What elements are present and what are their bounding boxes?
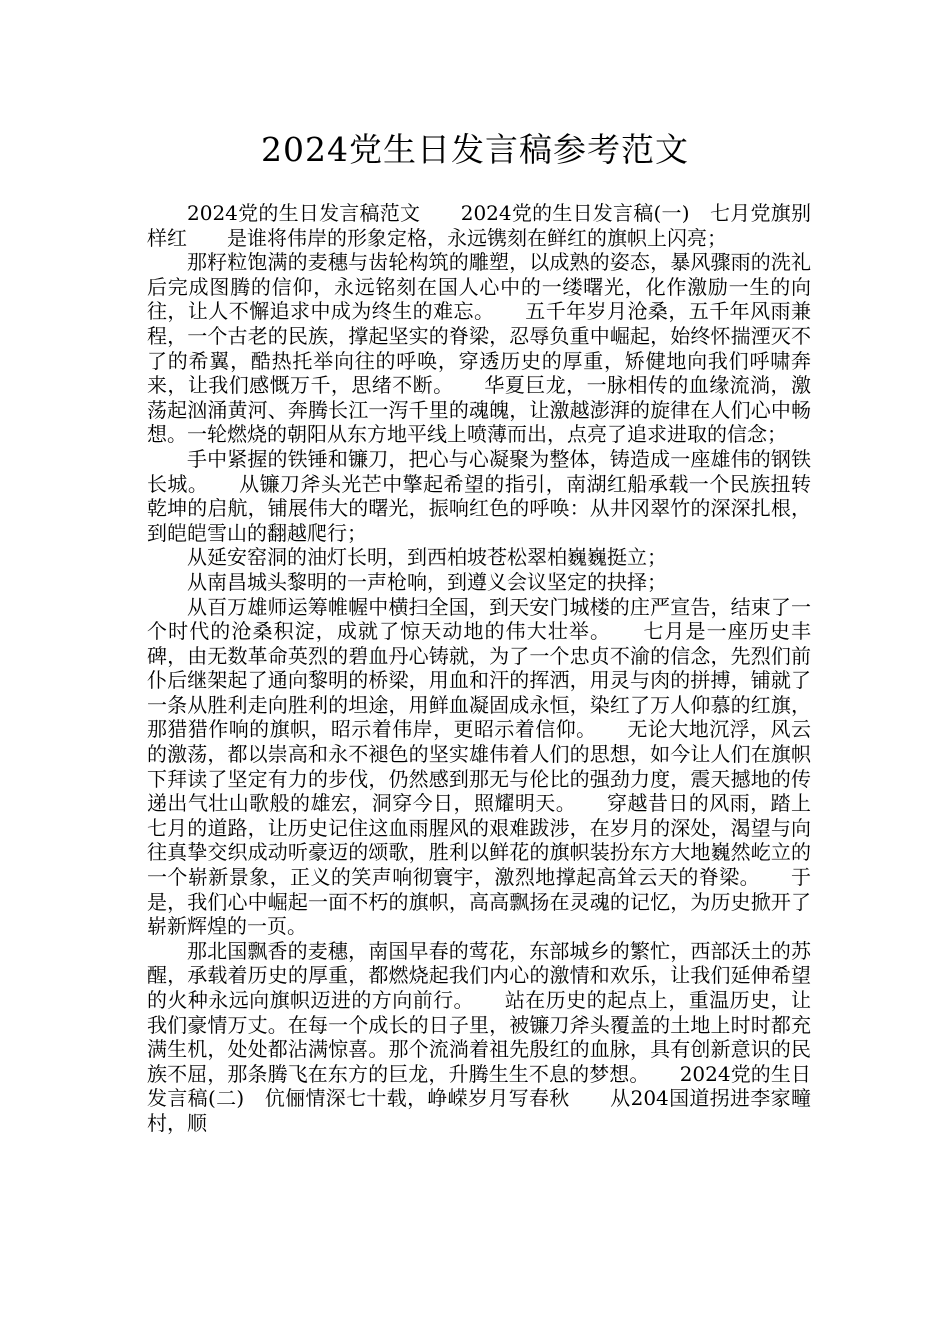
- document-title: 2024党生日发言稿参考范文: [261, 130, 689, 169]
- paragraph: 从百万雄师运筹帷幄中横扫全国，到天安门城楼的庄严宣告，结束了一个时代的沧桑积淀，成就了惊天动地的伟大壮举。 七月是一座历史丰碑，由无数革命英烈的碧血丹心铸就，为了一个忠贞不渝的信念，先烈们前仆后继架起了通向黎明的桥梁，用血和汗的挥洒，用灵与肉的拼搏，铺就了一条从胜利走向胜利的坦途，用鲜血凝固成永恒，染红了万人仰慕的红旗，那猎猎作响的旗帜，昭示着伟岸，更昭示着信仰。 无论大地沉浮，风云的激荡，都以崇高和永不褪色的坚实雄伟着人们的思想，如今让人们在旗帜下拜读了坚定有力的步伐，仍然感到那无与伦比的强劲力度，震天撼地的传递出气壮山歌般的雄宏，洞穿今日，照耀明天。 穿越昔日的风雨，踏上七月的道路，让历史记住这血雨腥风的艰难跋涉，在岁月的深处，渴望与向往真挚交织成动听豪迈的颂歌，胜利以鲜花的旗帜装扮东方大地巍然屹立的一个崭新景象，正义的笑声响彻寰宇，激烈地撑起高耸云天的脊梁。 于是，我们心中崛起一面不朽的旗帜，高高飘扬在灵魂的记忆，为历史掀开了崭新辉煌的一页。: [147, 594, 811, 939]
- paragraph: 那北国飘香的麦穗，南国早春的莺花，东部城乡的繁忙，西部沃土的苏醒，承载着历史的厚重，都燃烧起我们内心的激情和欢乐，让我们延伸希望的火种永远向旗帜迈进的方向前行。 站在历史的起点上，重温历史，让我们豪情万丈。在每一个成长的日子里，被镰刀斧头覆盖的土地上时时都充满生机，处处都沾满惊喜。那个流淌着祖先殷红的血脉，具有创新意识的民族不屈，那条腾飞在东方的巨龙，升腾生生不息的梦想。 2024党的生日发言稿(二) 伉俪情深七十载，峥嵘岁月写春秋 从204国道拐进李家疃村，顺: [147, 938, 811, 1135]
- document-body: [147, 201, 811, 1136]
- paragraph: 2024党的生日发言稿范文 2024党的生日发言稿(一) 七月党旗别样红 是谁将伟岸的形象定格，永远镌刻在鲜红的旗帜上闪亮；: [147, 201, 811, 250]
- paragraph: 那籽粒饱满的麦穗与齿轮构筑的雕塑，以成熟的姿态，暴风骤雨的洗礼后完成图腾的信仰，永远铭刻在国人心中的一缕曙光，化作激励一生的向往，让人不懈追求中成为终生的难忘。 五千年岁月沧桑，五千年风雨兼程，一个古老的民族，撑起坚实的脊梁，忍辱负重中崛起，始终怀揣湮灭不了的希翼，酷热托举向往的呼唤，穿透历史的厚重，矫健地向我们呼啸奔来，让我们感慨万千，思绪不断。 华夏巨龙，一脉相传的血缘流淌，激荡起汹涌黄河、奔腾长江一泻千里的魂魄，让激越澎湃的旋律在人们心中畅想。一轮燃烧的朝阳从东方地平线上喷薄而出，点亮了追求进取的信念；: [147, 250, 811, 447]
- paragraph: 从延安窑洞的油灯长明，到西柏坡苍松翠柏巍巍挺立；: [187, 545, 667, 570]
- paragraph: 手中紧握的铁锤和镰刀，把心与心凝聚为整体，铸造成一座雄伟的钢铁长城。 从镰刀斧头光芒中擎起希望的指引，南湖红船承载一个民族扭转乾坤的启航，铺展伟大的曙光，振响红色的呼唤：从井冈翠竹的深深扎根，到皑皑雪山的翻越爬行；: [147, 446, 811, 545]
- paragraph: 从南昌城头黎明的一声枪响，到遵义会议坚定的抉择；: [187, 569, 667, 594]
